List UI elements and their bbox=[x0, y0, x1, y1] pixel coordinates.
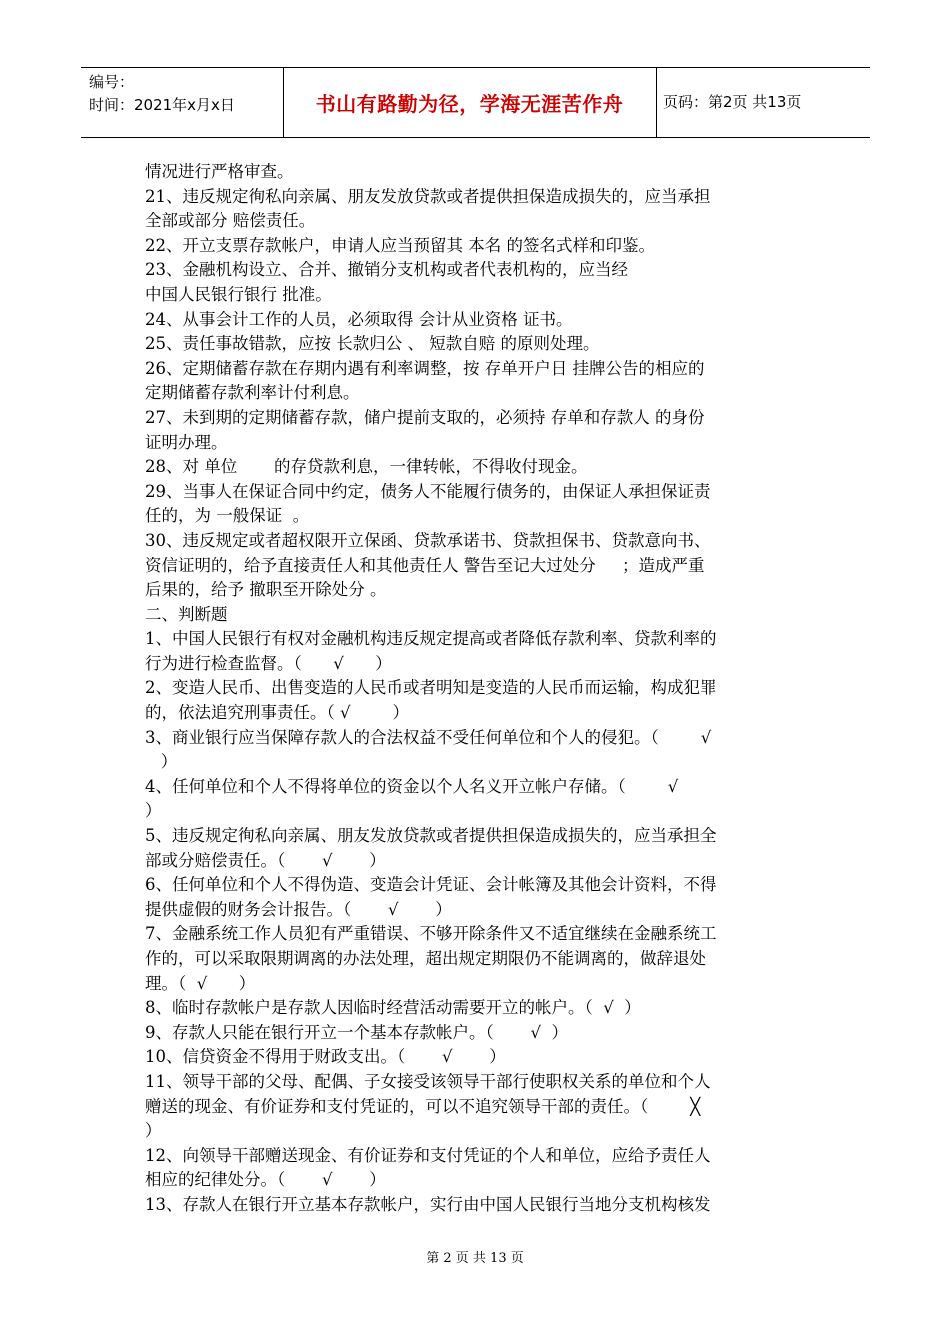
text-line: 28、对 单位 的存贷款利息，一律转帐，不得收付现金。 bbox=[145, 457, 588, 477]
page-header bbox=[81, 67, 870, 138]
text-line: 12、向领导干部赠送现金、有价证券和支付凭证的个人和单位，应给予责任人 bbox=[145, 1145, 711, 1165]
header-page-info: 页码：第2页 共13页 bbox=[663, 93, 802, 111]
text-line: 相应的纪律处分。（ √ ） bbox=[145, 1170, 386, 1190]
text-line: 29、当事人在保证合同中约定，债务人不能履行债务的，由保证人承担保证责 bbox=[145, 481, 711, 501]
text-line: 定期储蓄存款利率计付利息。 bbox=[145, 383, 360, 403]
text-line: 6、任何单位和个人不得伪造、变造会计凭证、会计帐簿及其他会计资料，不得 bbox=[145, 875, 717, 895]
text-line: 21、违反规定徇私向亲属、朋友发放贷款或者提供担保造成损失的，应当承担 bbox=[145, 186, 711, 206]
text-line: 24、从事会计工作的人员，必须取得 会计从业资格 证书。 bbox=[145, 309, 573, 329]
header-meta bbox=[89, 71, 235, 117]
text-line: 11、领导干部的父母、配偶、子女接受该领导干部行使职权关系的单位和个人 bbox=[145, 1071, 711, 1091]
text-line: 9、存款人只能在银行开立一个基本存款帐户。（ √ ） bbox=[145, 1022, 568, 1042]
text-line: 26、定期储蓄存款在存期内遇有利率调整，按 存单开户日 挂牌公告的相应的 bbox=[145, 358, 705, 378]
text-line: ） bbox=[145, 801, 162, 821]
text-line: 2、变造人民币、出售变造的人民币或者明知是变造的人民币而运输，构成犯罪 bbox=[145, 678, 717, 698]
text-line: 部或分赔偿责任。（ √ ） bbox=[145, 850, 386, 870]
text-line: 3、商业银行应当保障存款人的合法权益不受任何单位和个人的侵犯。（ √ bbox=[145, 727, 712, 747]
text-line: 二、判断题 bbox=[145, 604, 228, 624]
text-line: 8、临时存款帐户是存款人因临时经营活动需要开立的帐户。（ √ ） bbox=[145, 998, 641, 1018]
text-line: 证明办理。 bbox=[145, 432, 228, 452]
text-line: 提供虚假的财务会计报告。（ √ ） bbox=[145, 899, 452, 919]
text-line: 27、未到期的定期储蓄存款，储户提前支取的，必须持 存单和存款人 的身份 bbox=[145, 407, 705, 427]
header-divider bbox=[656, 68, 657, 137]
text-line: 13、存款人在银行开立基本存款帐户，实行由中国人民银行当地分支机构核发 bbox=[145, 1194, 711, 1214]
text-line: 赠送的现金、有价证券和支付凭证的，可以不追究领导干部的责任。（ ╳ bbox=[145, 1096, 701, 1116]
text-line: 作的，可以采取限期调离的办法处理，超出规定期限仍不能调离的，做辞退处 bbox=[145, 949, 706, 968]
text-line: 4、任何单位和个人不得将单位的资金以个人名义开立帐户存储。（ √ bbox=[145, 776, 679, 796]
text-line: ） bbox=[145, 752, 178, 772]
text-line: 全部或部分 赔偿责任。 bbox=[145, 211, 316, 231]
text-line: 中国人民银行银行 批准。 bbox=[145, 284, 332, 304]
header-motto: 书山有路勤为径，学海无涯苦作舟 bbox=[315, 92, 624, 116]
text-line: 行为进行检查监督。（ √ ） bbox=[145, 653, 392, 673]
text-line: 1、中国人民银行有权对金融机构违反规定提高或者降低存款利率、贷款利率的 bbox=[145, 629, 717, 649]
text-line: 22、开立支票存款帐户，申请人应当预留其 本名 的签名式样和印鉴。 bbox=[145, 235, 655, 255]
date-label: 时间：2021年x月x日 bbox=[89, 96, 235, 114]
text-line: ） bbox=[145, 1121, 162, 1141]
text-line: 30、违反规定或者超权限开立保函、贷款承诺书、贷款担保书、贷款意向书、 bbox=[145, 530, 711, 550]
text-line: 理。（ √ ） bbox=[145, 973, 256, 993]
page-footer: 第 2 页 共 13 页 bbox=[426, 1251, 524, 1266]
text-line: 资信证明的，给予直接责任人和其他责任人 警告至记大过处分 ；造成严重 bbox=[145, 555, 705, 575]
text-line: 任的，为 一般保证 。 bbox=[145, 506, 310, 526]
text-line: 23、金融机构设立、合并、撤销分支机构或者代表机构的，应当经 bbox=[145, 260, 628, 280]
text-line: 10、信贷资金不得用于财政支出。（ √ ） bbox=[145, 1047, 506, 1067]
text-line: 5、违反规定徇私向亲属、朋友发放贷款或者提供担保造成损失的，应当承担全 bbox=[145, 826, 717, 846]
text-line: 后果的，给予 撤职至开除处分 。 bbox=[145, 580, 387, 600]
text-line: 25、责任事故错款，应按 长款归公 、 短款自赔 的原则处理。 bbox=[145, 334, 600, 354]
text-line: 的，依法追究刑事责任。（ √ ） bbox=[145, 703, 409, 723]
document-body bbox=[145, 160, 810, 1218]
text-line: 7、金融系统工作人员犯有严重错误、不够开除条件又不适宜继续在金融系统工 bbox=[145, 924, 717, 944]
number-label: 编号： bbox=[89, 73, 135, 91]
text-line: 情况进行严格审查。 bbox=[145, 162, 294, 181]
